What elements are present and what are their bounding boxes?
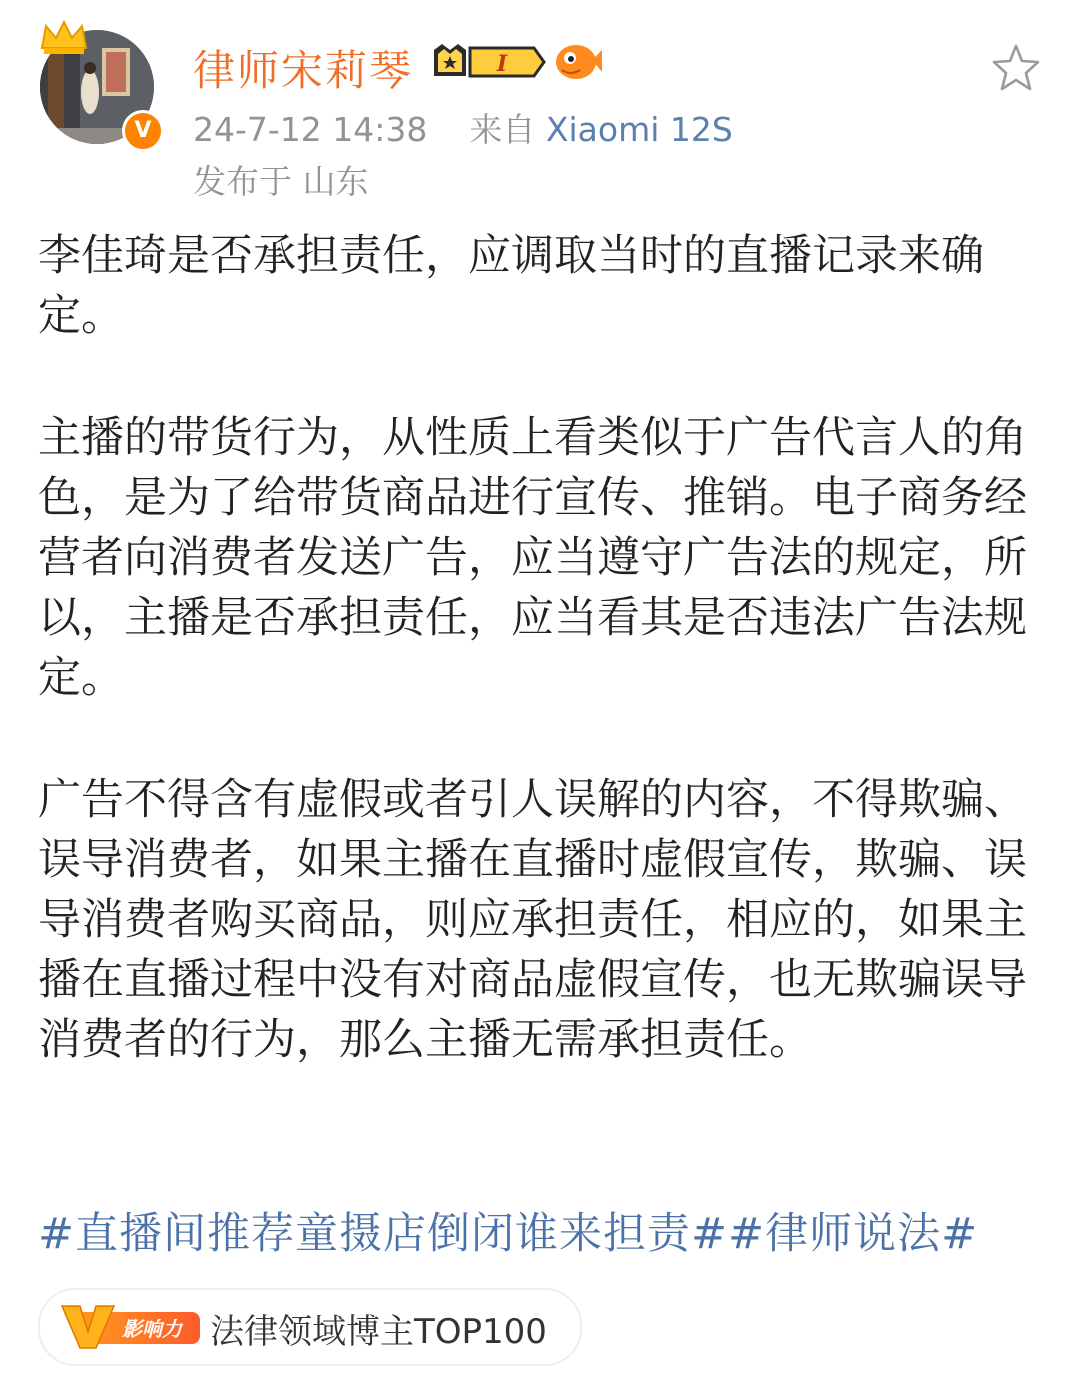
avatar-container[interactable] bbox=[38, 18, 163, 148]
post-location: 发布于 山东 bbox=[193, 162, 369, 201]
post-paragraph: 李佳琦是否承担责任，应调取当时的直播记录来确定。 bbox=[38, 231, 984, 341]
influence-badge[interactable] bbox=[38, 1288, 582, 1366]
post-date: 24-7-12 14:38 bbox=[193, 110, 428, 149]
hashtag-links[interactable]: #直播间推荐童摄店倒闭谁来担责##律师说法# bbox=[38, 1209, 979, 1259]
vip-level-text: I bbox=[496, 51, 508, 77]
post-body bbox=[38, 226, 1038, 1132]
post-header bbox=[0, 0, 1080, 210]
crown-icon bbox=[38, 18, 90, 58]
source-prefix: 来自 bbox=[469, 110, 536, 149]
verified-icon: V bbox=[122, 110, 164, 152]
post-paragraph: 主播的带货行为，从性质上看类似于广告代言人的角色，是为了给带货商品进行宣传、推销。电子商务经营者向消费者发送广告，应当遵守广告法的规定，所以，主播是否承担责任，应当看其是否违法广告法规定。 bbox=[38, 413, 1027, 703]
fish-icon[interactable] bbox=[552, 36, 604, 84]
vip-badge-icon[interactable] bbox=[430, 40, 548, 84]
influence-badge-text: 影响力 bbox=[122, 1317, 182, 1341]
star-outline-icon[interactable] bbox=[990, 42, 1042, 94]
post-paragraph: 广告不得含有虚假或者引人误解的内容，不得欺骗、误导消费者，如果主播在直播时虚假宣传，欺骗、误导消费者购买商品，则应承担责任，相应的，如果主播在直播过程中没有对商品虚假宣传，也无欺骗误导消费者的行为，那么主播无需承担责任。 bbox=[38, 775, 1027, 1065]
username[interactable]: 律师宋莉琴 bbox=[193, 46, 414, 95]
post-meta bbox=[193, 104, 733, 151]
influence-label: 法律领域博主TOP100 bbox=[210, 1312, 547, 1352]
influence-logo-icon bbox=[60, 1304, 220, 1350]
device-link[interactable]: Xiaomi 12S bbox=[545, 110, 733, 149]
